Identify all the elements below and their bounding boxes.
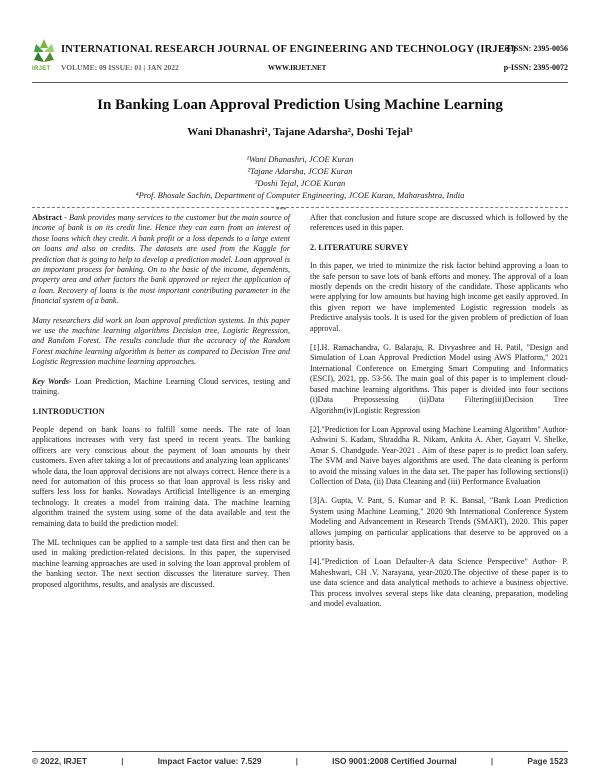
affiliation: ³Doshi Tejal, JCOE Kuran (254, 178, 346, 188)
footer-iso: ISO 9001:2008 Certified Journal (332, 756, 457, 766)
reference-entry: [3]A. Gupta, V. Pant, S. Kumar and P. K. Bansal, "Bank Loan Prediction System using Machine Learning," 2020 9th International Conference System Modeling and Advancement in Research Trends (SMART), 2020. This paper allows jumping on particular applications that deserve to be approved on a priority basis. (310, 496, 568, 547)
body-paragraph: After that conclusion and future scope are discussed which is followed by the references used in this paper. (310, 213, 568, 233)
volume-issue: VOLUME: 09 ISSUE: 01 | JAN 2022 (61, 63, 179, 72)
reference-entry: [1].H. Ramachandra, G. Balaraju, R. Divyashree and H. Patil, "Design and Simulation of Loan Approval Prediction Model using AWS Platform," 2021 International Conference on Emerging Smart Computing and Informatics (ESCI), 2021, pp. 53-56. The main goal of this paper is to implement cloud-based machine learning algorithms. This paper is divided into four sections (i)Data Prepossessing (ii)Data Filtering(iii)Decision Tree Algorithm(iv)Logistic Regression (310, 343, 568, 415)
body-paragraph: In this paper, we tried to minimize the risk factor behind approving a loan to the safe person to save lots of bank efforts and money. The approval of a loan mostly depends on the credit history of the candidate. Those applicants who were applying for low amounts but having high income get easily approved. In this given report we have implemented Logistic regression models as Predictive analysis tools. It is used for the given problem of prediction of loan approval. (310, 261, 568, 333)
affiliations (0, 153, 600, 201)
p-issn: p-ISSN: 2395-0072 (503, 63, 568, 72)
footer-separator: | (490, 756, 494, 766)
section-heading-introduction: 1.INTRODUCTION (32, 406, 105, 416)
affiliation: ²Tajane Adarsha, JCOE Kuran (247, 166, 353, 176)
body-paragraph: People depend on bank loans to fulfill some needs. The rate of loan applications increases with very fast speed in recent years. The banking officers are very conscious about the payment of loan amounts by their customers. Even after taking a lot of precautions and analyzing loan applicants' whole data, the loan approval decisions are not always correct. Hence there is a need for automation of this process so that loan approval is less risky and suffers less loss for banks. Nowadays Artificial Intelligence is an emerging technology. It creates a model from training data. The machine learning algorithm trained the system using some of the data available and test the remaining data to build the prediction model. (32, 424, 290, 528)
abstract-text: - Bank provides many services to the customer but the main source of income of bank is on its credit line. Hence they can earn from an interest of those loans which they credit. A bank profit or a loss depends to a large extent on loans and also on credits. The datasets are used from the Kaggle for prediction that is going to help to develop a prediction model. Loan approval is an important process for banking. On to the basic of the income, dependents, property area and other factors the bank approved or reject the application of a loan. Recovery of loans is the most important contributing parameter in the financial system of a bank. (32, 213, 290, 306)
footer-separator: | (295, 756, 298, 766)
footer-impact-factor: Impact Factor value: 7.529 (157, 756, 262, 766)
separator-stars: *** (276, 206, 287, 214)
irjet-logo-icon (32, 38, 56, 68)
abstract-label: Abstract (32, 213, 63, 222)
journal-website: WWW.IRJET.NET (268, 64, 327, 72)
logo-text: IRJET (32, 66, 51, 72)
keywords-label: Key Words- (32, 376, 72, 386)
keywords (32, 377, 290, 398)
abstract (32, 213, 290, 307)
affiliation: ⁴Prof. Bhosale Sachin, Department of Computer Engineering, JCOE Kuran, Maharashtra, India (135, 190, 465, 200)
journal-name: INTERNATIONAL RESEARCH JOURNAL OF ENGINEERING AND TECHNOLOGY (IRJET) (61, 44, 516, 55)
reference-entry: [4]."Prediction of Loan Defaulter-A data Science Perspective" Author- P. Maheshwari, CH .V. Narayana, year-2020.The objective of these paper is to use data science and data analytical methods to achieve a business objective. This process involves several steps like data cleaning, preparation, modeling and model evaluation. (310, 557, 568, 608)
keywords-text: Loan Prediction, Machine Learning Cloud services, testing and training. (32, 376, 290, 397)
page-footer (32, 756, 568, 766)
footer-separator: | (121, 756, 124, 766)
section-heading-literature-survey: 2. LITERATURE SURVEY (310, 242, 409, 252)
paper-title: In Banking Loan Approval Prediction Using Machine Learning (97, 97, 503, 113)
footer-copyright: © 2022, IRJET (32, 756, 87, 766)
journal-header (32, 38, 568, 80)
right-column (310, 213, 568, 618)
affiliation: ¹Wani Dhanashri, JCOE Kuran (246, 154, 354, 164)
footer-page-number: Page 1523 (527, 756, 568, 766)
author-list: Wani Dhanashri¹, Tajane Adarsha², Doshi Tejal³ (187, 126, 413, 138)
e-issn: e-ISSN: 2395-0056 (504, 44, 568, 53)
abstract-divider (32, 207, 568, 208)
footer-divider (32, 751, 568, 752)
reference-entry: [2]."Prediction for Loan Approval using Machine Learning Algorithm" Author-Ashwini S. Kadam, Shraddha R. Nikam, Ankita A. Aher, Gayatri V. Shelke, Amar S. Chandgude. Year-2021 . Aim of these paper is to predict loan safety. The SVM and Naive bayes algorithms are used. The data cleaning is perform to avoid the missing values in the data set. The paper has following sections(i) Collection of Data, (ii) Data Cleaning and (iii) Performance Evaluation (310, 424, 568, 486)
left-column (32, 213, 290, 599)
header-divider (32, 82, 568, 83)
abstract-paragraph: Many researchers did work on loan approval prediction systems. In this paper we use the machine learning algorithms Decision tree, Logistic Regression, and Random Forest. The results conclude that the accuracy of the Random Forest machine learning algorithm is better as compared to Decision Tree and Logistic Regression machine learning approaches. (32, 315, 290, 367)
body-paragraph: The ML techniques can be applied to a sample test data first and then can be used in making prediction-related decisions. In this paper, the supervised machine learning approaches are used in solving the loan approval problem of the banking sector. The next section discusses the literature survey. Then proposed algorithms, results, and analysis are discussed. (32, 537, 290, 589)
